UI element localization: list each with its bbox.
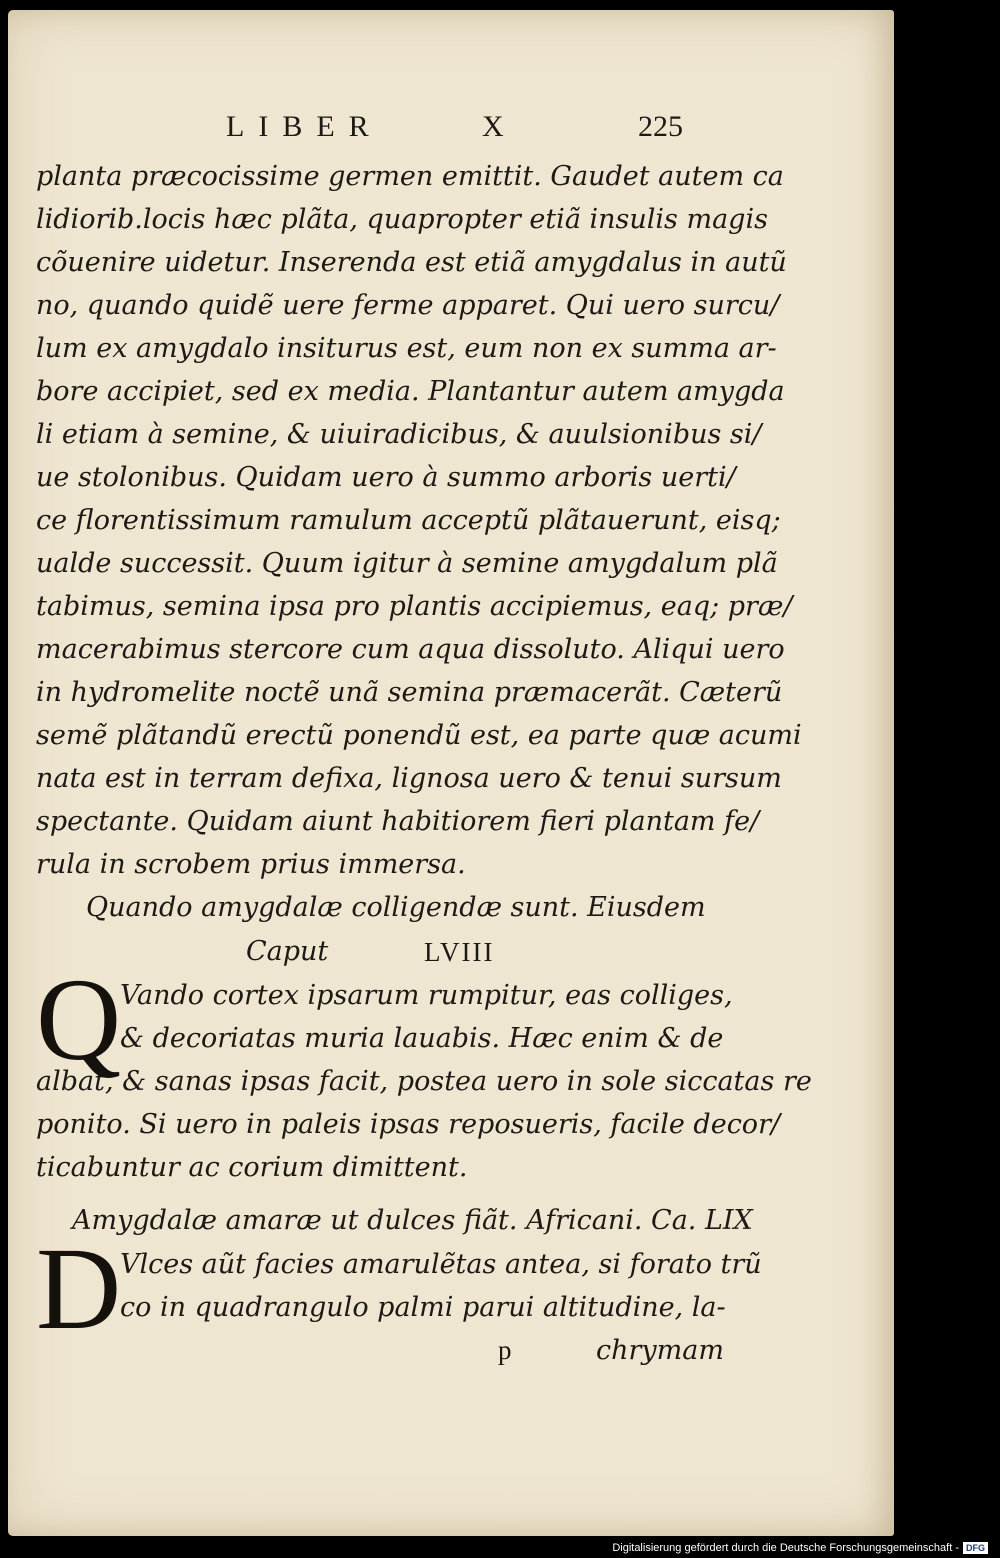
paragraph-continued xyxy=(36,155,802,886)
text-line: planta præcocissime germen emittit. Gaudet autem ca xyxy=(36,161,784,192)
caput-label: Caput xyxy=(246,936,329,967)
running-head-title: LIBER xyxy=(226,110,383,143)
text-line: bore accipiet, sed ex media. Plantantur autem amygda xyxy=(36,376,785,407)
drop-initial-q: Q xyxy=(36,954,122,1085)
text-line: ponito. Si uero in paleis ipsas reposueris, facile decor/ xyxy=(36,1109,781,1140)
text-line: ce florentissimum ramulum acceptũ plãtauerunt, eisq; xyxy=(36,505,781,536)
text-line: nata est in terram defixa, lignosa uero & tenui sursum xyxy=(36,763,782,794)
chapter-59-heading: Amygdalæ amaræ ut dulces fiãt. Africani. Ca. LIX xyxy=(72,1205,753,1236)
text-line: albat, & sanas ipsas facit, postea uero in sole siccatas re xyxy=(36,1066,812,1097)
text-line: & decoriatas muria lauabis. Hæc enim & de xyxy=(120,1023,724,1054)
drop-initial-d: D xyxy=(36,1223,122,1354)
book-page xyxy=(8,10,894,1536)
text-line: ualde successit. Quum igitur à semine amygdalum plã xyxy=(36,548,778,579)
text-line: lidiorib.locis hæc plãta, quapropter etiã insulis magis xyxy=(36,204,768,235)
text-block xyxy=(36,155,812,1372)
text-line: no, quando quidẽ uere ferme apparet. Qui uero surcu/ xyxy=(36,290,780,321)
chapter-58-caput-row xyxy=(36,930,726,974)
text-line: li etiam à semine, & uiuiradicibus, & auulsionibus si/ xyxy=(36,419,762,450)
running-head xyxy=(8,110,894,154)
text-line: ticabuntur ac corium dimittent. xyxy=(36,1152,468,1183)
text-line: spectante. Quidam aiunt habitiorem fieri plantam fe/ xyxy=(36,806,760,837)
signature-line xyxy=(36,1329,726,1372)
text-line: Vlces aũt facies amarulẽtas antea, si forato trũ xyxy=(120,1249,762,1280)
text-line: Vando cortex ipsarum rumpitur, eas colliges, xyxy=(120,980,733,1011)
text-line: ue stolonibus. Quidam uero à summo arboris uerti/ xyxy=(36,462,736,493)
text-line: tabimus, semina ipsa pro plantis accipiemus, eaq; præ/ xyxy=(36,591,793,622)
text-line: in hydromelite noctẽ unã semina præmacerãt. Cæterũ xyxy=(36,677,783,708)
digitization-credit xyxy=(612,1542,988,1554)
text-line: macerabimus stercore cum aqua dissoluto. Aliqui uero xyxy=(36,634,785,665)
dfg-logo: DFG xyxy=(963,1542,988,1554)
chapter-58-body xyxy=(36,954,812,1189)
catchword: chrymam xyxy=(596,1335,724,1366)
text-line: lum ex amygdalo insiturus est, eum non ex summa ar- xyxy=(36,333,777,364)
text-line: co in quadrangulo palmi parui altitudine, la- xyxy=(120,1292,726,1323)
caput-number: LVIII xyxy=(424,937,495,967)
text-line: cõuenire uidetur. Inserenda est etiã amygdalus in autũ xyxy=(36,247,787,278)
running-head-book-number: X xyxy=(482,110,504,143)
text-line: rula in scrobem prius immersa. xyxy=(36,849,466,880)
text-line: semẽ plãtandũ erectũ ponendũ est, ea parte quæ acumi xyxy=(36,720,802,751)
signature-mark: p xyxy=(498,1335,512,1365)
spacer xyxy=(36,1189,726,1199)
credit-text: Digitalisierung gefördert durch die Deutsche Forschungsgemeinschaft - xyxy=(612,1542,959,1554)
chapter-58-heading: Quando amygdalæ colligendæ sunt. Eiusdem xyxy=(86,892,706,923)
folio-number: 225 xyxy=(638,110,683,143)
